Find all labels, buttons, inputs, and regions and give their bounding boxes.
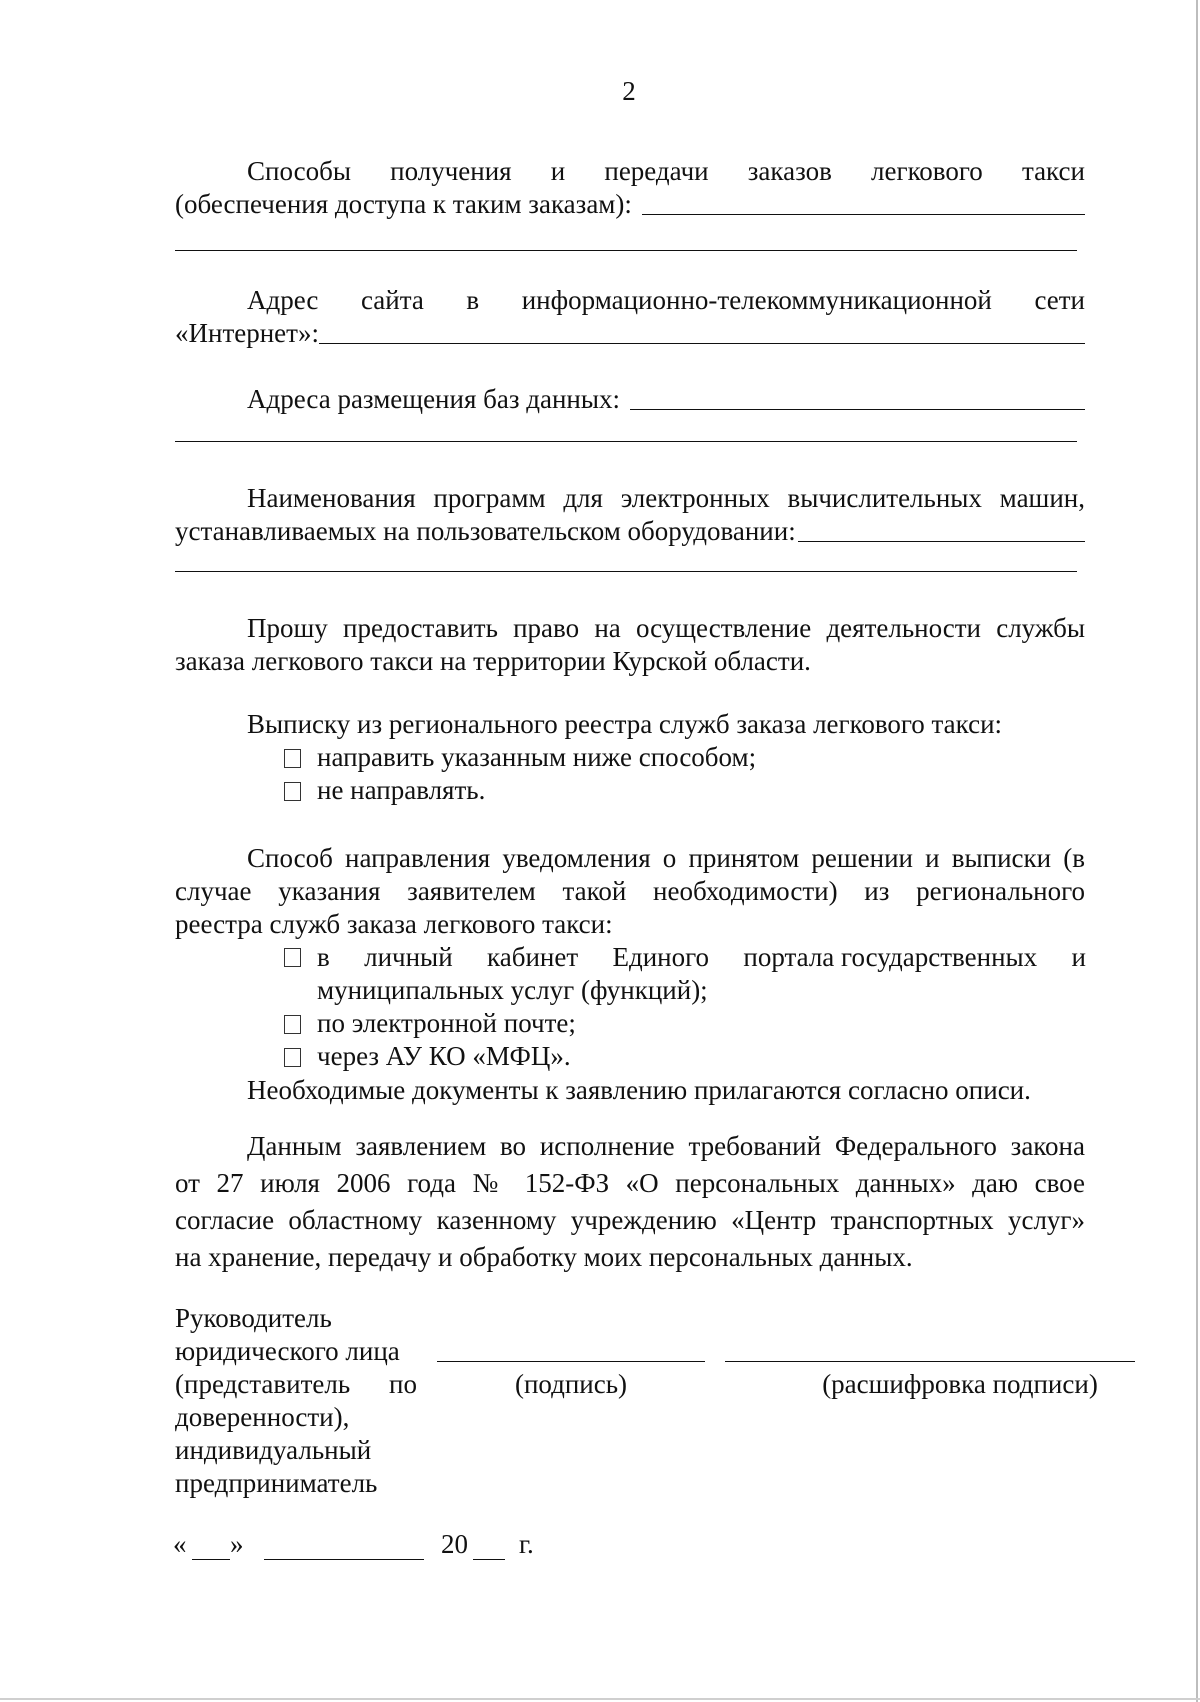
extract-section <box>247 708 1107 807</box>
signatory-label: Руководитель юридического лица (представитель по доверенности), индивидуальный предприниматель <box>175 1303 417 1498</box>
programs-field-line-2[interactable] <box>175 571 1077 572</box>
signature-field[interactable] <box>437 1361 705 1362</box>
date-line: « » 20 г. <box>173 1529 534 1559</box>
checkbox[interactable] <box>284 1048 301 1067</box>
extract-option-none[interactable]: не направлять. <box>247 774 1107 807</box>
signature-caption: (подпись) <box>514 1369 628 1399</box>
checkbox[interactable] <box>284 782 301 801</box>
page-number: 2 <box>622 76 636 106</box>
databases-line: Адреса размещения баз данных: <box>247 383 1085 416</box>
decoding-field[interactable] <box>725 1361 1135 1362</box>
orders-line-1: Способы получения и передачи заказов легкового такси <box>247 156 1085 186</box>
programs-line-2: устанавливаемых на пользовательском оборудовании: <box>175 515 1085 548</box>
orders-field[interactable] <box>642 214 1085 215</box>
notification-option-portal[interactable]: в личный кабинет Единого портала государственных и муниципальных услуг (функций); по электронной почте; через АУ КО «МФЦ». <box>284 941 1086 1073</box>
orders-field-line-2[interactable] <box>175 250 1077 251</box>
extract-intro: Выписку из регионального реестра служб заказа легкового такси: <box>247 709 1003 739</box>
scan-edge-bottom <box>0 1698 1200 1700</box>
website-field[interactable] <box>319 343 1085 344</box>
databases-section <box>247 383 1085 416</box>
notification-option-mfc[interactable]: через АУ КО «МФЦ». <box>284 1040 1086 1073</box>
decoding-caption: (расшифровка подписи) <box>822 1369 1098 1399</box>
checkbox[interactable] <box>284 948 301 967</box>
programs-section <box>175 482 1085 548</box>
programs-field[interactable] <box>798 541 1085 542</box>
checkbox[interactable] <box>284 749 301 768</box>
databases-field-line-2[interactable] <box>175 441 1077 442</box>
programs-line-1: Наименования программ для электронных вычислительных машин, <box>247 483 1085 513</box>
scan-edge-right <box>1196 0 1198 1702</box>
databases-field[interactable] <box>630 409 1085 410</box>
website-section <box>175 284 1085 350</box>
notification-paragraph: Способ направления уведомления о принятом решении и выписки (в случае указания заявителем такой необходимости) из регионального реестра служб заказа легкового такси: <box>175 843 1085 939</box>
notification-option-email[interactable]: по электронной почте; <box>284 1007 1086 1040</box>
date-year-field[interactable] <box>473 1559 505 1560</box>
extract-option-send[interactable]: направить указанным ниже способом; <box>247 741 1107 774</box>
checkbox[interactable] <box>284 1015 301 1034</box>
website-line-2: «Интернет»: <box>175 317 1085 350</box>
date-day-field[interactable] <box>192 1559 230 1560</box>
attachments-note: Необходимые документы к заявлению прилагаются согласно описи. <box>247 1075 1031 1105</box>
website-line-1: Адрес сайта в информационно-телекоммуникационной сети <box>247 285 1085 315</box>
date-month-field[interactable] <box>264 1559 424 1560</box>
consent-paragraph: Данным заявлением во исполнение требований Федерального закона от 27 июля 2006 года № 152-ФЗ «О персональных данных» даю свое согласие областному казенному учреждению «Центр транспортных услуг» на хранение, передачу и обработку моих персональных данных. <box>175 1131 1085 1272</box>
orders-section <box>175 155 1085 221</box>
orders-line-2: (обеспечения доступа к таким заказам): <box>175 188 1085 221</box>
request-paragraph: Прошу предоставить право на осуществление деятельности службы заказа легкового такси на территории Курской области. <box>175 613 1085 676</box>
